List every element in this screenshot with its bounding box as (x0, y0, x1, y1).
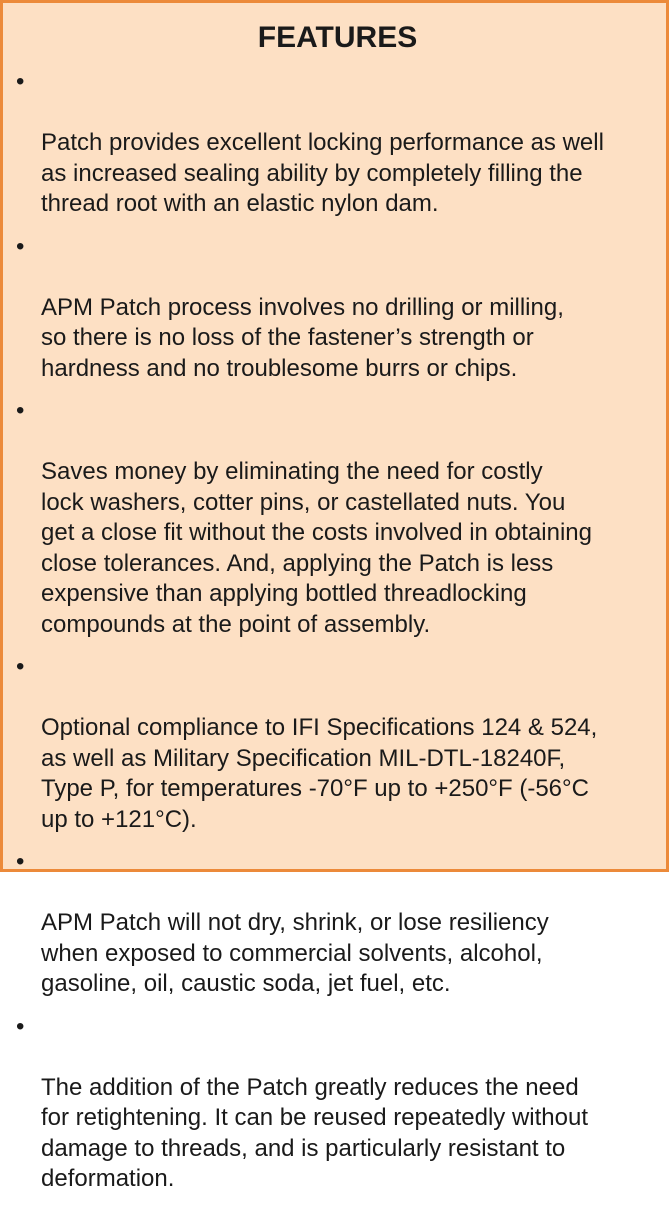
features-title: FEATURES (257, 21, 418, 54)
feature-text: Optional compliance to IFI Specifications 124 & 524, as well as Military Specification MIL-DTL-18240F, Type P, for temperatures -70°F up to +250°F (-56°C up to +121°C). (41, 714, 598, 833)
bullet-icon: • (16, 397, 25, 424)
feature-item (3, 1012, 669, 1195)
bullet-icon: • (16, 232, 25, 260)
feature-text: Patch provides excellent locking performance as well as increased sealing ability by completely filling the thread root with an elastic nylon dam. (41, 129, 604, 217)
feature-text: Saves money by eliminating the need for costly lock washers, cotter pins, or castellated nuts. You get a close fit without the costs involved in obtaining close tolerances. And, applying the Patch is less expensive than applying bottled threadlocking compounds at the point of assembly. (41, 458, 592, 638)
bullet-icon: • (16, 653, 25, 680)
feature-item (3, 67, 669, 220)
bullet-icon: • (16, 1012, 25, 1040)
feature-item (3, 652, 669, 835)
features-list (3, 67, 669, 1207)
bullet-icon: • (16, 848, 25, 875)
feature-text: The addition of the Patch greatly reduces the need for retightening. It can be reused repeatedly without damage to threads, and is particularly resistant to deformation. (41, 1073, 589, 1192)
feature-text: APM Patch will not dry, shrink, or lose resiliency when exposed to commercial solvents, alcohol, gasoline, oil, caustic soda, jet fuel, etc. (41, 909, 549, 997)
feature-text: APM Patch process involves no drilling or milling, so there is no loss of the fastener’s strength or hardness and no troublesome burrs or chips. (41, 293, 564, 382)
feature-item (3, 396, 669, 640)
feature-item (3, 847, 669, 1000)
bullet-icon: • (16, 68, 25, 95)
feature-item (3, 232, 669, 385)
